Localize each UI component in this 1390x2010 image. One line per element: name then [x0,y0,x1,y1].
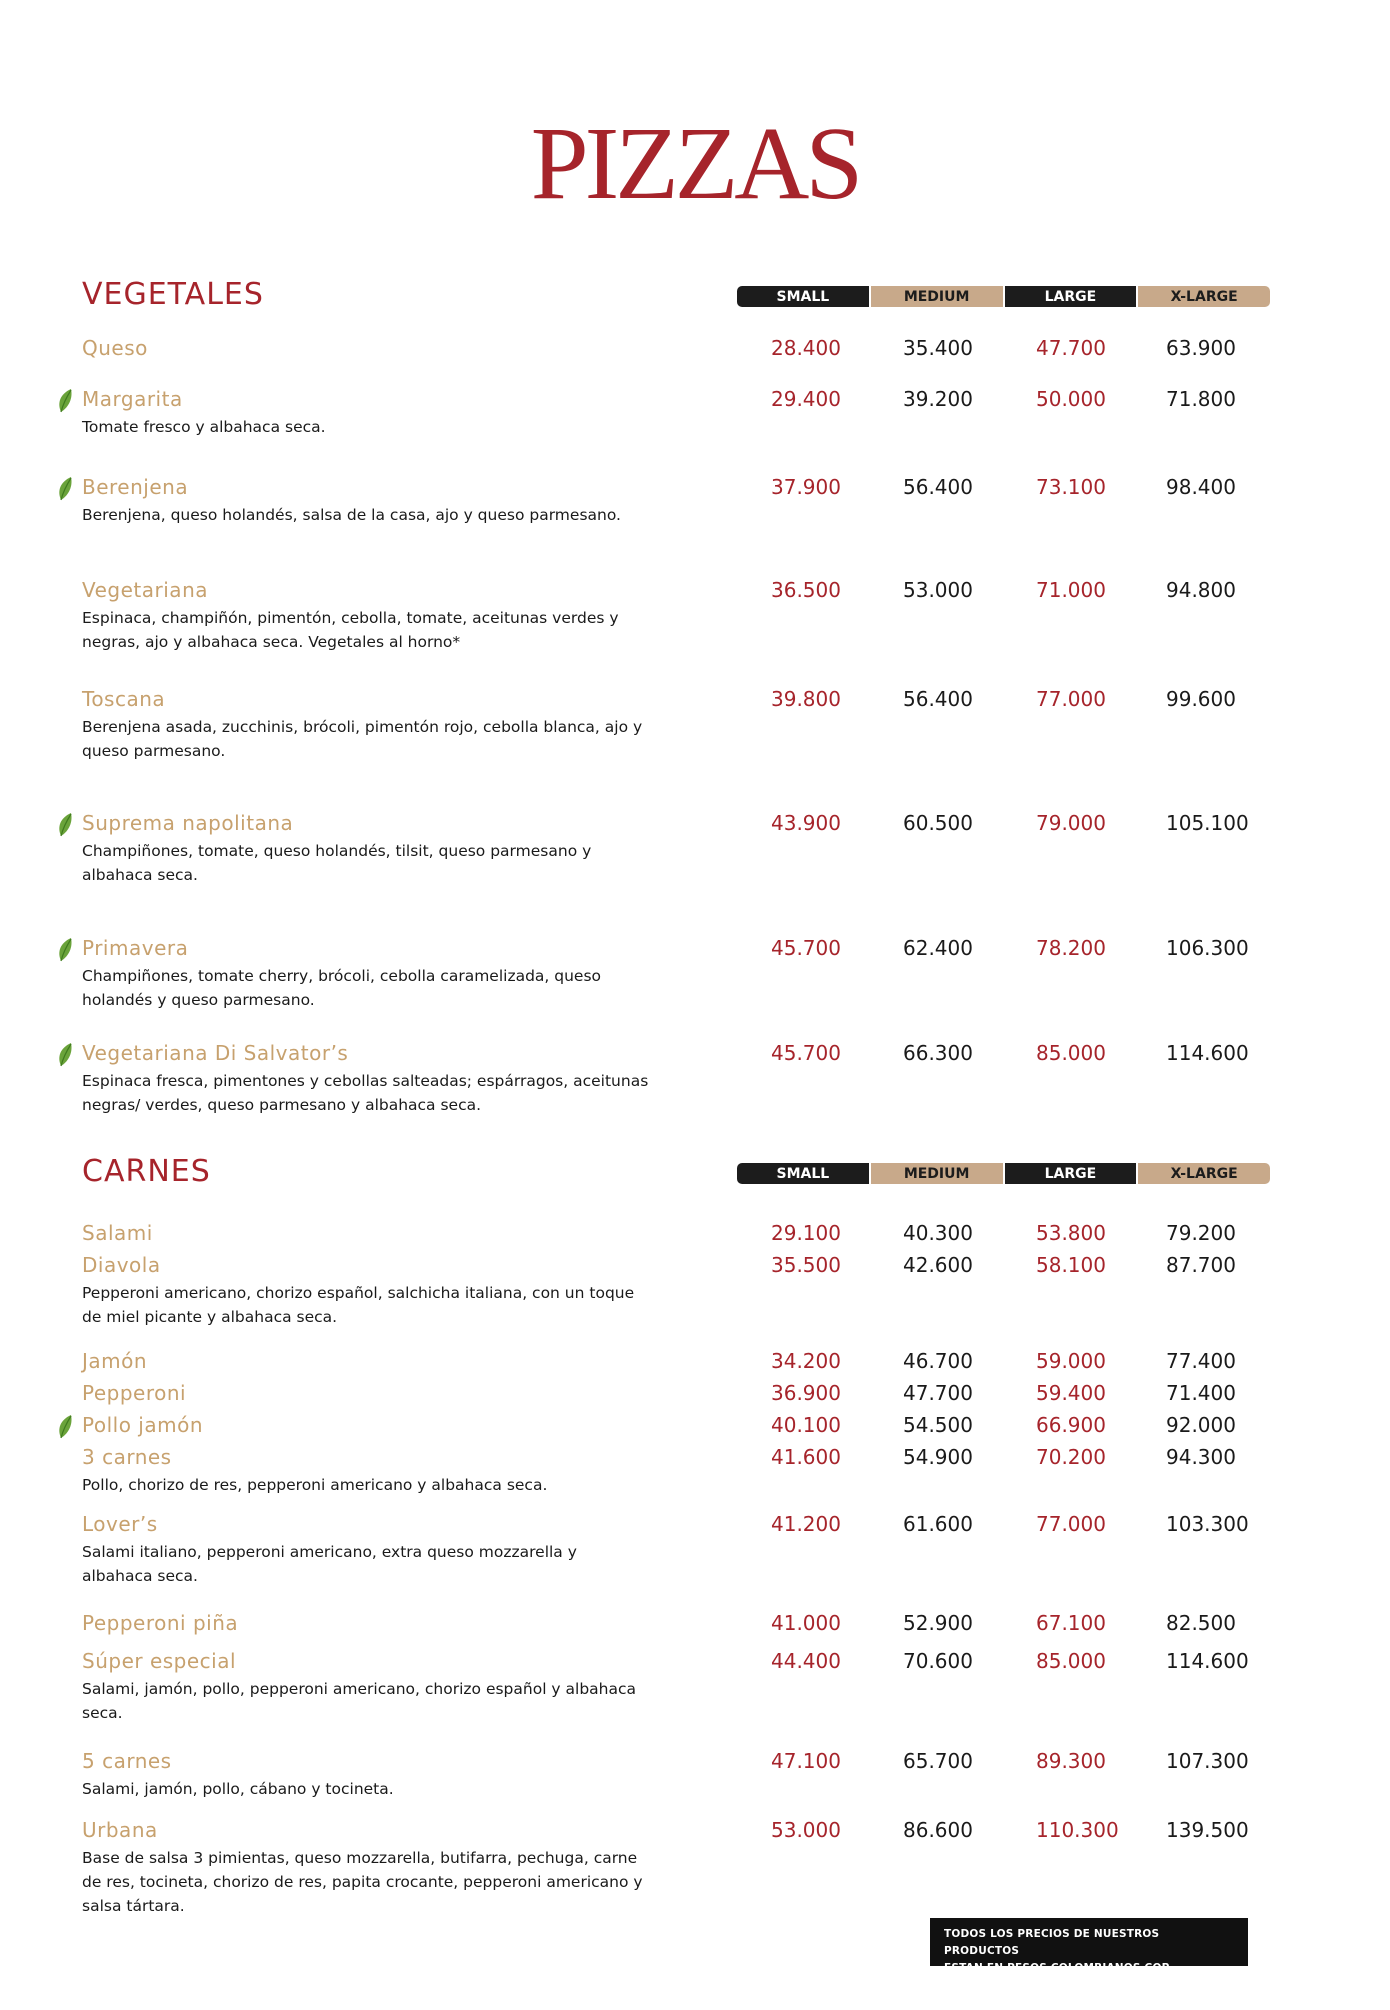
price-medium: 66.300 [903,1041,973,1065]
item-description: Pepperoni americano, chorizo español, salchicha italiana, con un toque de miel picante y albahaca seca. [82,1284,635,1326]
price-xlarge: 106.300 [1166,936,1249,960]
price-large: 71.000 [1036,578,1106,602]
price-medium: 65.700 [903,1749,973,1773]
size-large-label: LARGE [1005,1163,1137,1184]
vegetarian-leaf-icon [56,812,76,838]
price-large: 85.000 [1036,1649,1106,1673]
size-xlarge-label: X-LARGE [1138,286,1270,307]
section-title: VEGETALES [82,277,264,312]
price-small: 41.200 [771,1512,841,1536]
item-name: Queso [82,336,148,360]
price-xlarge: 87.700 [1166,1253,1236,1277]
vegetarian-leaf-icon [56,1414,76,1440]
price-small: 39.800 [771,687,841,711]
price-xlarge: 114.600 [1166,1041,1249,1065]
price-medium: 40.300 [903,1221,973,1245]
price-small: 40.100 [771,1413,841,1437]
price-large: 59.000 [1036,1349,1106,1373]
item-name: Vegetariana [82,578,208,602]
price-xlarge: 79.200 [1166,1221,1236,1245]
price-large: 53.800 [1036,1221,1106,1245]
price-xlarge: 77.400 [1166,1349,1236,1373]
price-small: 41.600 [771,1445,841,1469]
page-title: PIZZAS [530,106,860,221]
item-description: Berenjena, queso holandés, salsa de la casa, ajo y queso parmesano. [82,506,621,524]
price-large: 77.000 [1036,1512,1106,1536]
price-medium: 60.500 [903,811,973,835]
price-medium: 70.600 [903,1649,973,1673]
price-medium: 56.400 [903,687,973,711]
item-name: Salami [82,1221,153,1245]
price-small: 53.000 [771,1818,841,1842]
item-description: Berenjena asada, zucchinis, brócoli, pimentón rojo, cebolla blanca, ajo y queso parmesano. [82,718,643,760]
price-large: 70.200 [1036,1445,1106,1469]
item-description: Espinaca fresca, pimentones y cebollas salteadas; espárragos, aceitunas negras/ verdes, queso parmesano y albahaca seca. [82,1072,649,1114]
size-header [737,1163,1270,1184]
price-xlarge: 71.800 [1166,387,1236,411]
price-xlarge: 105.100 [1166,811,1249,835]
section-title: CARNES [82,1154,211,1189]
price-large: 58.100 [1036,1253,1106,1277]
item-name: 5 carnes [82,1749,172,1773]
price-small: 47.100 [771,1749,841,1773]
price-medium: 35.400 [903,336,973,360]
price-large: 89.300 [1036,1749,1106,1773]
price-small: 37.900 [771,475,841,499]
price-small: 34.200 [771,1349,841,1373]
price-medium: 54.900 [903,1445,973,1469]
item-name: Súper especial [82,1649,237,1673]
section-carnes [0,1154,1390,1917]
price-large: 59.400 [1036,1381,1106,1405]
notice-line: ESTAN EN PESOS COLOMBIANOS COP. [944,1962,1172,1974]
vegetarian-leaf-icon [56,1042,76,1068]
price-xlarge: 103.300 [1166,1512,1249,1536]
item-name: Vegetariana Di Salvator’s [82,1041,349,1065]
price-large: 66.900 [1036,1413,1106,1437]
price-large: 47.700 [1036,336,1106,360]
item-name: Berenjena [82,475,189,499]
price-small: 44.400 [771,1649,841,1673]
item-description: Salami, jamón, pollo, pepperoni americano, chorizo español y albahaca seca. [82,1680,637,1722]
notice-line: TODOS LOS PRECIOS DE NUESTROS PRODUCTOS [944,1928,1160,1957]
price-large: 78.200 [1036,936,1106,960]
price-small: 29.400 [771,387,841,411]
section-vegetales [0,277,1390,1120]
size-medium-label: MEDIUM [871,1163,1003,1184]
price-xlarge: 82.500 [1166,1611,1236,1635]
price-small: 43.900 [771,811,841,835]
price-xlarge: 94.800 [1166,578,1236,602]
price-xlarge: 71.400 [1166,1381,1236,1405]
size-medium-label: MEDIUM [871,286,1003,307]
item-name: 3 carnes [82,1445,172,1469]
price-medium: 56.400 [903,475,973,499]
price-medium: 62.400 [903,936,973,960]
price-small: 41.000 [771,1611,841,1635]
price-small: 45.700 [771,1041,841,1065]
price-medium: 86.600 [903,1818,973,1842]
price-large: 77.000 [1036,687,1106,711]
price-xlarge: 98.400 [1166,475,1236,499]
currency-notice [930,1918,1248,1974]
vegetarian-leaf-icon [56,388,76,414]
item-name: Diavola [82,1253,161,1277]
price-medium: 52.900 [903,1611,973,1635]
price-small: 36.500 [771,578,841,602]
size-small-label: SMALL [737,286,869,307]
size-small-label: SMALL [737,1163,869,1184]
item-name: Lover’s [82,1512,158,1536]
item-description: Tomate fresco y albahaca seca. [82,418,326,436]
price-small: 35.500 [771,1253,841,1277]
size-header [737,286,1270,307]
item-name: Pepperoni piña [82,1611,239,1635]
price-small: 36.900 [771,1381,841,1405]
price-xlarge: 139.500 [1166,1818,1249,1842]
item-description: Champiñones, tomate cherry, brócoli, cebolla caramelizada, queso holandés y queso parmesano. [82,967,602,1009]
price-xlarge: 94.300 [1166,1445,1236,1469]
price-medium: 39.200 [903,387,973,411]
price-medium: 47.700 [903,1381,973,1405]
price-large: 85.000 [1036,1041,1106,1065]
price-xlarge: 99.600 [1166,687,1236,711]
item-name: Primavera [82,936,189,960]
item-name: Suprema napolitana [82,811,294,835]
price-small: 28.400 [771,336,841,360]
price-medium: 54.500 [903,1413,973,1437]
price-small: 29.100 [771,1221,841,1245]
size-xlarge-label: X-LARGE [1138,1163,1270,1184]
item-name: Urbana [82,1818,158,1842]
item-name: Jamón [82,1349,148,1373]
vegetarian-leaf-icon [56,476,76,502]
item-name: Toscana [82,687,166,711]
price-medium: 46.700 [903,1349,973,1373]
item-description: Salami italiano, pepperoni americano, extra queso mozzarella y albahaca seca. [82,1543,577,1585]
price-large: 67.100 [1036,1611,1106,1635]
item-name: Margarita [82,387,183,411]
item-description: Pollo, chorizo de res, pepperoni americano y albahaca seca. [82,1476,548,1494]
item-description: Base de salsa 3 pimientas, queso mozzarella, butifarra, pechuga, carne de res, tocineta, chorizo de res, papita crocante, pepperoni americano y salsa tártara. [82,1849,643,1915]
price-large: 79.000 [1036,811,1106,835]
item-description: Espinaca, champiñón, pimentón, cebolla, tomate, aceitunas verdes y negras, ajo y albahaca seca. Vegetales al horno* [82,609,619,651]
price-medium: 61.600 [903,1512,973,1536]
price-large: 73.100 [1036,475,1106,499]
price-xlarge: 63.900 [1166,336,1236,360]
price-medium: 42.600 [903,1253,973,1277]
size-large-label: LARGE [1005,286,1137,307]
item-description: Champiñones, tomate, queso holandés, tilsit, queso parmesano y albahaca seca. [82,842,592,884]
item-name: Pollo jamón [82,1413,203,1437]
vegetarian-leaf-icon [56,937,76,963]
price-xlarge: 114.600 [1166,1649,1249,1673]
item-description: Salami, jamón, pollo, cábano y tocineta. [82,1780,394,1798]
price-large: 110.300 [1036,1818,1119,1842]
price-small: 45.700 [771,936,841,960]
price-xlarge: 92.000 [1166,1413,1236,1437]
price-large: 50.000 [1036,387,1106,411]
price-xlarge: 107.300 [1166,1749,1249,1773]
item-name: Pepperoni [82,1381,187,1405]
price-medium: 53.000 [903,578,973,602]
